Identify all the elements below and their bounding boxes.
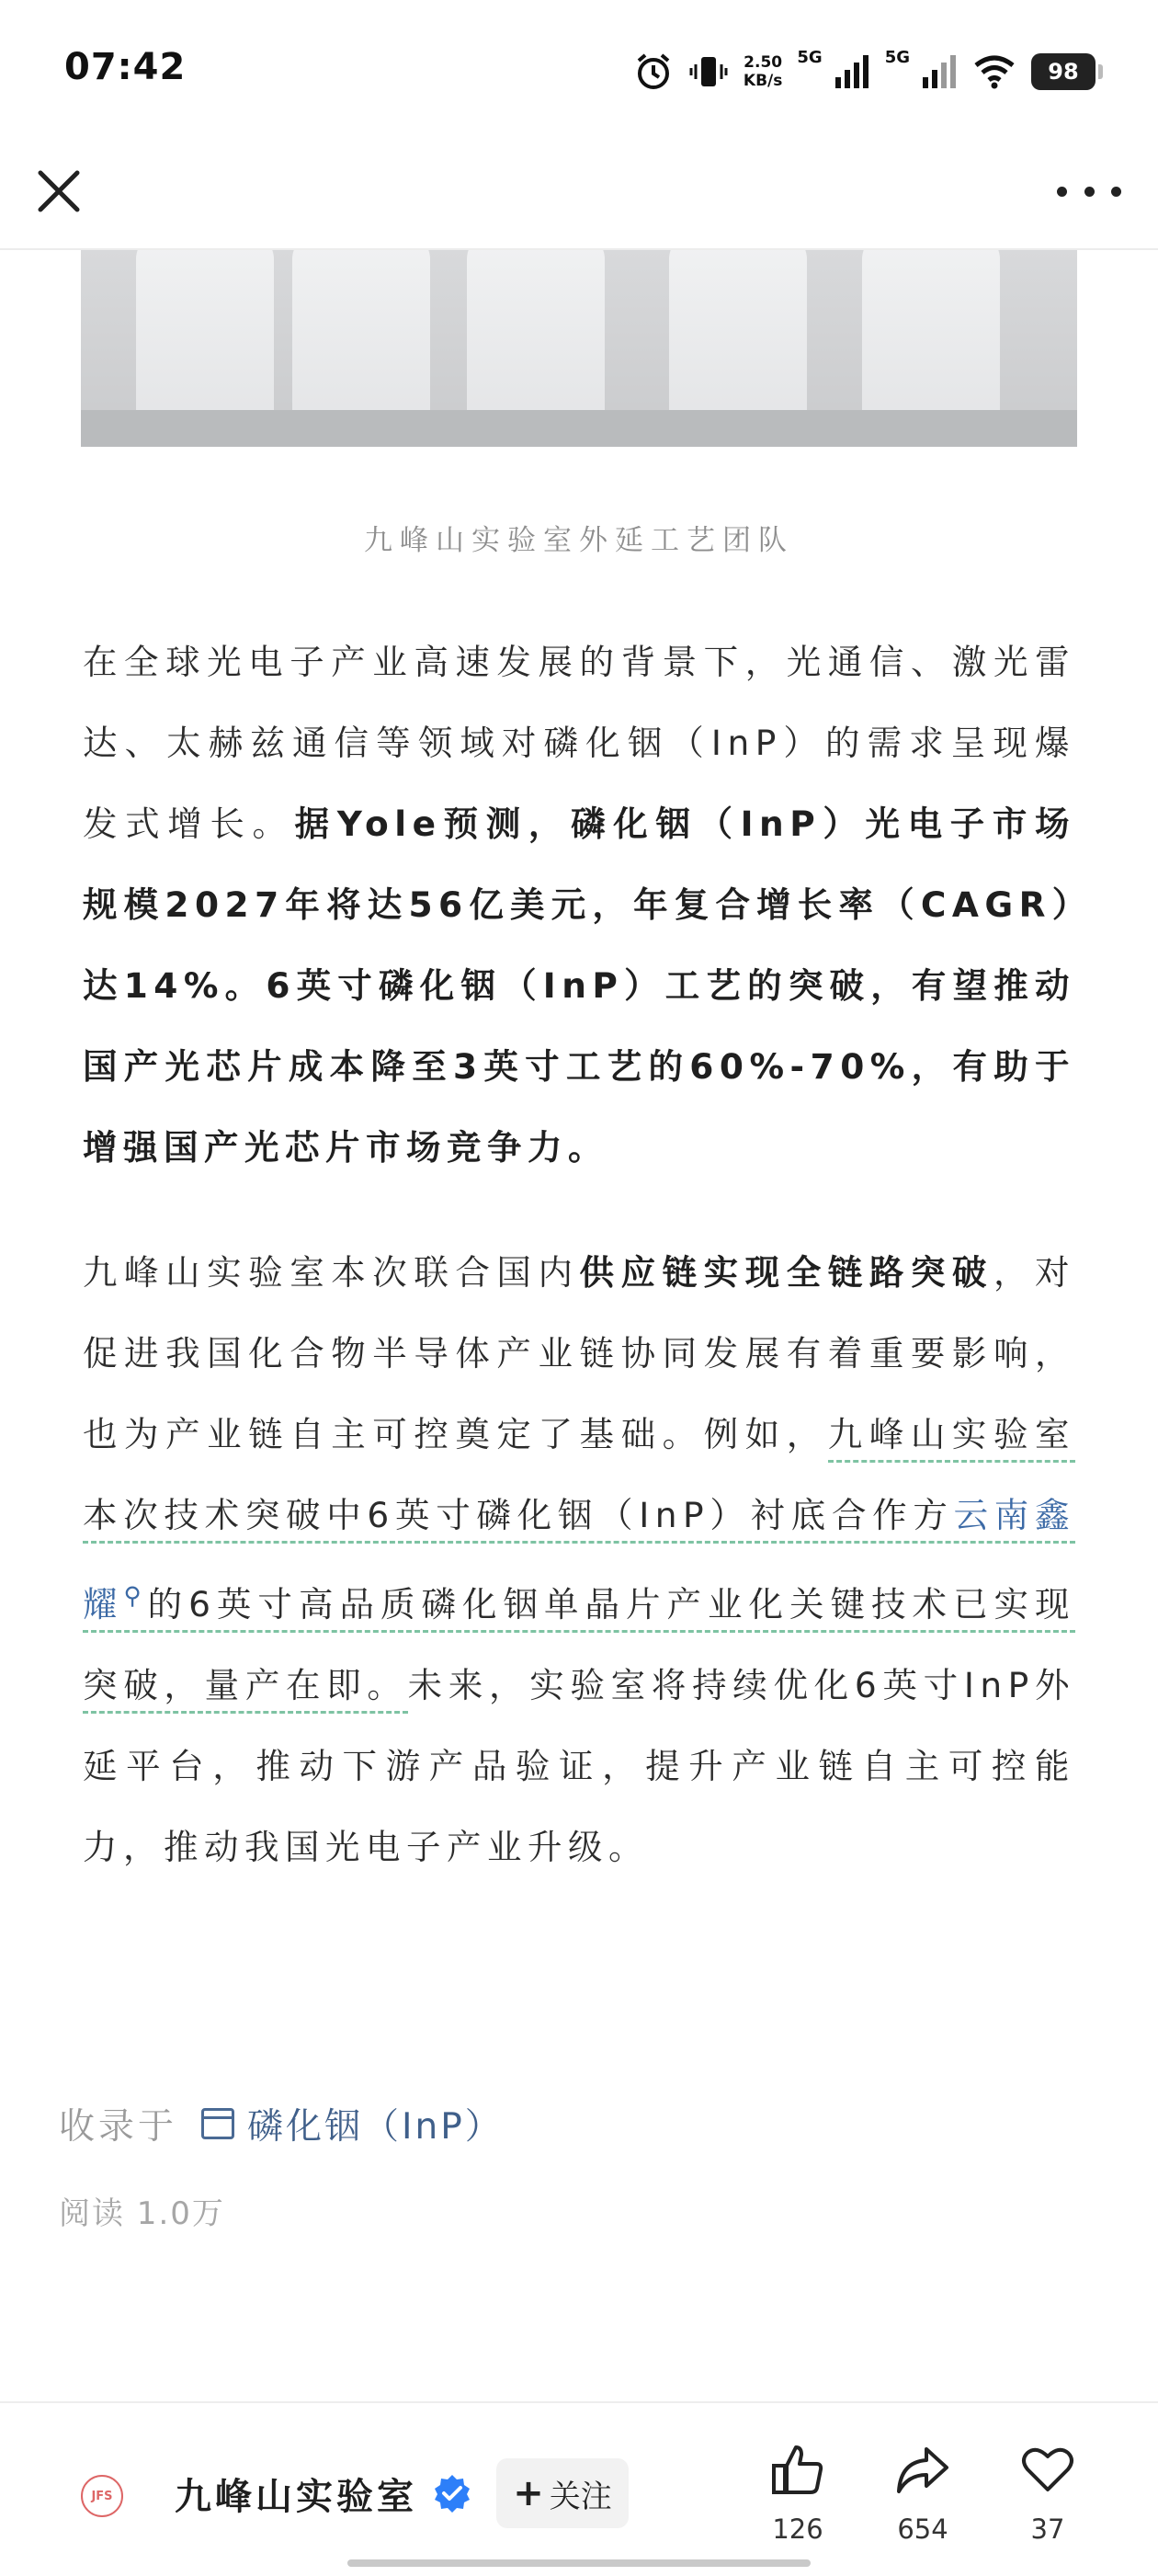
more-dot [1111, 187, 1121, 197]
home-indicator[interactable] [347, 2559, 811, 2567]
close-icon [33, 165, 85, 217]
status-icons: 2.50 KB/s 5G 5G 98 [633, 44, 1096, 99]
article-paragraph: 在全球光电子产业高速发展的背景下，光通信、激光雷达、太赫兹通信等领域对磷化铟（InP）的需求呈现爆发式增长。据Yole预测，磷化铟（InP）光电子市场规模2027年将达56亿美元，年复合增长率（CAGR）达14%。6英寸磷化铟（InP）工艺的突破，有望推动国产光芯片成本降至3英寸工艺的60%-70%，有助于增强国产光芯片市场竞争力。 [83, 642, 1075, 1168]
read-count: 阅读 1.0万 [59, 2195, 225, 2232]
collection-icon [201, 2108, 234, 2139]
like-count: 126 [772, 2513, 823, 2545]
more-dot [1057, 187, 1067, 197]
search-icon[interactable]: ⚲ [123, 1582, 148, 1610]
status-time: 07:42 [64, 46, 187, 88]
avatar[interactable]: JFS [81, 2475, 123, 2517]
vibrate-icon [688, 51, 729, 92]
status-bar [0, 0, 1158, 138]
battery-indicator: 98 [1031, 53, 1096, 90]
entity-link[interactable]: 云南鑫耀 [83, 1495, 1075, 1624]
collection-link[interactable]: 磷化铟（InP） [247, 2106, 504, 2148]
top-nav [0, 138, 1158, 250]
article-image[interactable] [81, 250, 1077, 447]
alarm-icon [633, 51, 674, 92]
favorite-count: 37 [1030, 2513, 1065, 2545]
linked-text[interactable]: 九峰山实验室本次技术突破中6英寸磷化铟（InP）衬底合作方云南鑫耀⚲的6英寸高品质磷化铟单晶片产业化关键技术已实现突破，量产在即。 [83, 1414, 1075, 1714]
bold-text: 据Yole预测，磷化铟（InP）光电子市场规模2027年将达56亿美元，年复合增长率（CAGR）达14%。6英寸磷化铟（InP）工艺的突破，有望推动国产光芯片成本降至3英寸工艺的60%-70%，有助于增强国产光芯片市场竞争力。 [83, 804, 1075, 1168]
bold-text: 供应链实现全链路突破 [579, 1252, 993, 1293]
article-paragraph: 九峰山实验室本次联合国内供应链实现全链路突破，对促进我国化合物半导体产业链协同发展有着重要影响，也为产业链自主可控奠定了基础。例如，九峰山实验室本次技术突破中6英寸磷化铟（InP）衬底合作方云南鑫耀⚲的6英寸高品质磷化铟单晶片产业化关键技术已实现突破，量产在即。未来，实验室将持续优化6英寸InP外延平台，推动下游产品验证，提升产业链自主可控能力，推动我国光电子产业升级。 [83, 1252, 1076, 1867]
plus-icon: + [513, 2472, 544, 2514]
close-button[interactable] [33, 165, 85, 217]
favorite-button[interactable] [1002, 2440, 1094, 2545]
share-icon [893, 2440, 952, 2499]
net-speed: 2.50 KB/s [743, 53, 783, 90]
signal-icon [921, 55, 958, 88]
bottom-bar [0, 2401, 1158, 2576]
like-button[interactable] [752, 2440, 844, 2545]
more-dot [1084, 187, 1095, 197]
signal-icon [834, 55, 870, 88]
share-count: 654 [897, 2513, 948, 2545]
verified-badge-icon [432, 2473, 472, 2513]
photo-floor [81, 410, 1077, 447]
wifi-icon [972, 54, 1016, 89]
follow-button[interactable]: + 关注 [496, 2458, 629, 2528]
more-button[interactable] [1057, 165, 1121, 217]
author-name[interactable]: 九峰山实验室 [175, 2476, 417, 2518]
thumbs-up-icon [768, 2440, 827, 2499]
share-button[interactable] [877, 2440, 969, 2545]
heart-icon [1018, 2440, 1077, 2499]
image-caption: 九峰山实验室外延工艺团队 [364, 524, 794, 557]
collection-row: 收录于 磷化铟（InP） [59, 2098, 504, 2149]
